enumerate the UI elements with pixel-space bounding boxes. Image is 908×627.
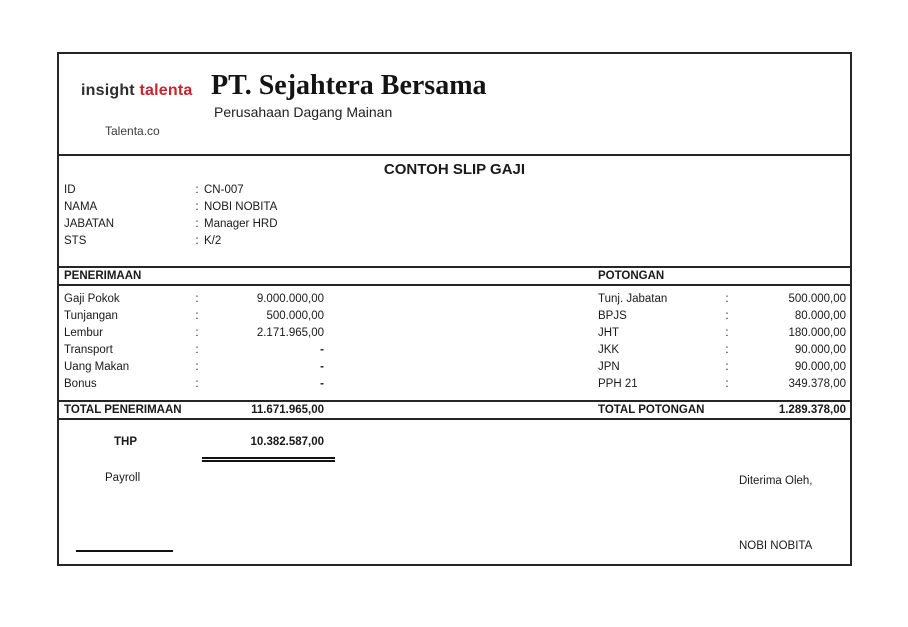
- item-label: PPH 21: [598, 377, 638, 390]
- talenta-logo: [81, 82, 192, 138]
- logo-wordmark: [81, 82, 192, 100]
- item-label: Uang Makan: [64, 360, 130, 373]
- earning-row: [59, 307, 594, 324]
- deduction-row: [594, 324, 850, 341]
- company-tagline: Perusahaan Dagang Mainan: [214, 104, 393, 120]
- colon: :: [195, 309, 199, 322]
- earning-row: [59, 358, 594, 375]
- thp-label: THP: [114, 436, 137, 448]
- total-deductions-label: TOTAL POTONGAN: [598, 404, 705, 416]
- info-row-nama: [59, 198, 850, 215]
- earnings-section-header: PENERIMAAN: [64, 270, 142, 282]
- info-value: NOBI NOBITA: [204, 200, 278, 213]
- item-value: -: [320, 377, 324, 390]
- item-label: JPN: [598, 360, 620, 373]
- deduction-row: [594, 341, 850, 358]
- info-value: K/2: [204, 234, 222, 247]
- deductions-section-header: POTONGAN: [598, 270, 665, 282]
- info-row-id: [59, 181, 850, 198]
- deduction-row: [594, 358, 850, 375]
- info-row-sts: [59, 232, 850, 249]
- colon: :: [195, 183, 199, 196]
- earning-row: [59, 341, 594, 358]
- employee-info-section: [59, 181, 850, 249]
- info-label: NAMA: [64, 200, 98, 213]
- deduction-row: [594, 307, 850, 324]
- item-value: 349.378,00: [788, 377, 846, 390]
- colon: :: [725, 326, 729, 339]
- item-label: Lembur: [64, 326, 103, 339]
- item-value: -: [320, 343, 324, 356]
- deductions-list: [594, 290, 850, 392]
- item-label: Bonus: [64, 377, 97, 390]
- info-label: JABATAN: [64, 217, 115, 230]
- thp-double-underline: [202, 457, 335, 462]
- item-value: 9.000.000,00: [256, 292, 324, 305]
- item-label: JKK: [598, 343, 620, 356]
- payroll-signer-label: Payroll: [105, 472, 141, 484]
- total-earnings: [59, 404, 594, 416]
- colon: :: [195, 343, 199, 356]
- logo-subtext: Talenta.co: [105, 124, 160, 138]
- item-value: 90.000,00: [794, 360, 846, 373]
- earning-row: [59, 375, 594, 392]
- company-header: [211, 70, 487, 120]
- received-by-caption: Diterima Oleh,: [739, 475, 813, 487]
- logo-word-talenta: talenta: [139, 82, 193, 99]
- info-label: ID: [64, 183, 76, 196]
- colon: :: [725, 360, 729, 373]
- document-header: [59, 54, 850, 156]
- logo-word-insight: insight: [81, 82, 135, 99]
- item-value: 500.000,00: [788, 292, 846, 305]
- total-deductions: [594, 404, 850, 416]
- deduction-row: [594, 290, 850, 307]
- item-value: 80.000,00: [794, 309, 846, 322]
- info-label: STS: [64, 234, 87, 247]
- earning-row: [59, 324, 594, 341]
- item-label: BPJS: [598, 309, 627, 322]
- item-value: 90.000,00: [794, 343, 846, 356]
- earning-row: [59, 290, 594, 307]
- info-value: Manager HRD: [204, 217, 278, 230]
- section-header-row: [59, 266, 850, 286]
- total-earnings-label: TOTAL PENERIMAAN: [64, 404, 182, 416]
- salary-items-area: [59, 290, 850, 392]
- info-row-jabatan: [59, 215, 850, 232]
- item-value: 500.000,00: [266, 309, 324, 322]
- item-label: Gaji Pokok: [64, 292, 120, 305]
- earnings-list: [59, 290, 594, 392]
- total-deductions-value: 1.289.378,00: [778, 404, 846, 416]
- colon: :: [195, 326, 199, 339]
- item-label: Transport: [64, 343, 113, 356]
- colon: :: [195, 200, 199, 213]
- item-label: JHT: [598, 326, 620, 339]
- colon: :: [195, 360, 199, 373]
- deduction-row: [594, 375, 850, 392]
- colon: :: [725, 343, 729, 356]
- payroll-signature-line: [76, 550, 173, 552]
- colon: :: [195, 217, 199, 230]
- item-value: 2.171.965,00: [256, 326, 324, 339]
- thp-value: 10.382.587,00: [250, 436, 324, 448]
- receiver-name: NOBI NOBITA: [739, 540, 813, 552]
- total-earnings-value: 11.671.965,00: [251, 404, 324, 416]
- info-value: CN-007: [204, 183, 244, 196]
- salary-slip-document: [57, 52, 852, 566]
- company-name: PT. Sejahtera Bersama: [211, 70, 487, 101]
- colon: :: [195, 234, 199, 247]
- slip-title: CONTOH SLIP GAJI: [383, 161, 526, 178]
- totals-row: [59, 400, 850, 420]
- colon: :: [725, 292, 729, 305]
- colon: :: [725, 309, 729, 322]
- item-value: 180.000,00: [788, 326, 846, 339]
- colon: :: [195, 292, 199, 305]
- colon: :: [725, 377, 729, 390]
- item-label: Tunjangan: [64, 309, 118, 322]
- item-value: -: [320, 360, 324, 373]
- item-label: Tunj. Jabatan: [598, 292, 668, 305]
- colon: :: [195, 377, 199, 390]
- take-home-pay-row: [59, 436, 594, 448]
